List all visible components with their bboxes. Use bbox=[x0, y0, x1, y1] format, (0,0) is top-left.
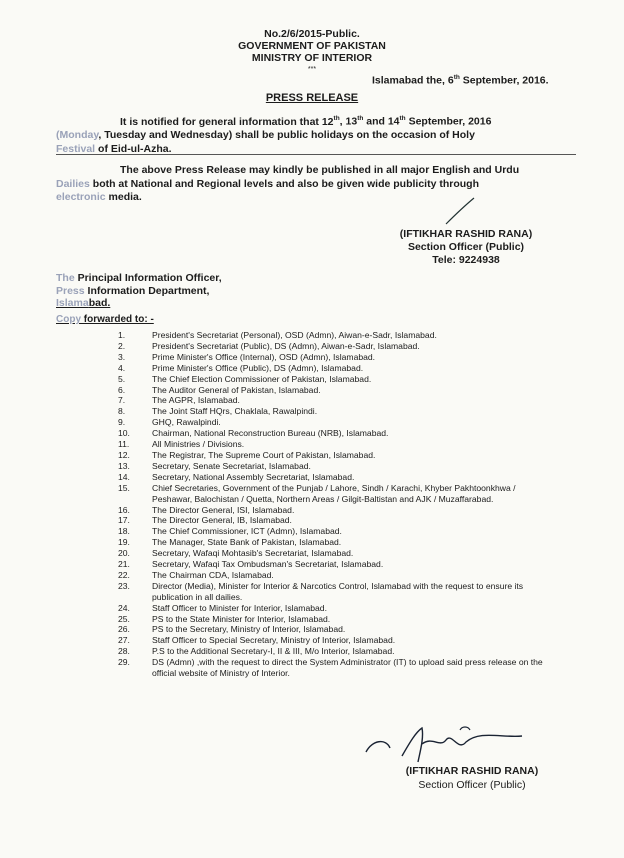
list-item-number: 20. bbox=[118, 548, 130, 559]
signatory-tele: Tele: 9224938 bbox=[432, 254, 500, 266]
list-item bbox=[118, 559, 548, 570]
list-item-text: President's Secretariat (Personal), OSD (Admn), Aiwan-e-Sadr, Islamabad. bbox=[152, 330, 437, 340]
list-item-text: The Director General, ISI, Islamabad. bbox=[152, 504, 295, 515]
publish-paragraph: The above Press Release may kindly be published in all major English and Urdu Dailies both at National and Regional levels and also be given wide publicity through electronic media. bbox=[56, 164, 520, 203]
list-item bbox=[118, 450, 548, 461]
list-item-number: 8. bbox=[118, 406, 126, 417]
list-item bbox=[118, 385, 548, 396]
list-item-number: 26. bbox=[118, 624, 130, 635]
list-item-text: The Auditor General of Pakistan, Islamabad. bbox=[152, 384, 321, 395]
closing-signatory-block bbox=[392, 764, 552, 792]
list-item-text: Prime Minister's Office (Internal), OSD (Admn), Islamabad. bbox=[152, 351, 376, 362]
list-item-number: 19. bbox=[118, 537, 130, 548]
list-item-number: 13. bbox=[118, 460, 130, 471]
list-item bbox=[118, 395, 548, 406]
list-item bbox=[118, 363, 548, 374]
list-item-text: Secretary, Senate Secretariat, Islamabad. bbox=[152, 460, 311, 471]
list-item-number: 17. bbox=[118, 515, 130, 526]
list-item-number: 29. bbox=[118, 657, 130, 668]
list-item-text: The Joint Staff HQrs, Chaklala, Rawalpindi. bbox=[152, 406, 318, 417]
closing-signatory-name: (IFTIKHAR RASHID RANA) bbox=[405, 765, 539, 777]
list-item bbox=[118, 614, 548, 625]
list-item-number: 25. bbox=[118, 613, 130, 624]
header-stars: *** bbox=[307, 66, 317, 73]
addressee-line-2: Press Information Department, bbox=[56, 284, 210, 297]
list-item-text: PS to the State Minister for Interior, Islamabad. bbox=[152, 613, 331, 624]
list-item-text: Secretary, National Assembly Secretariat, Islamabad. bbox=[152, 471, 355, 482]
list-item bbox=[118, 646, 548, 657]
list-item bbox=[118, 537, 548, 548]
addressee-line-1: The Principal Information Officer, bbox=[56, 272, 222, 284]
list-item bbox=[118, 657, 548, 679]
list-item-text: The Manager, State Bank of Pakistan, Islamabad. bbox=[152, 537, 342, 548]
list-item-number: 9. bbox=[118, 417, 126, 428]
list-item-text: Secretary, Wafaqi Tax Ombudsman's Secretariat, Islamabad. bbox=[152, 559, 384, 570]
list-item bbox=[118, 341, 548, 352]
notice-paragraph: It is notified for general information that 12th, 13th and 14th September, 2016 (Monday, Tuesday and Wednesday) shall be public holidays on the occasion of Holy Festival of Eid-ul-Azha. bbox=[56, 115, 492, 155]
list-item-text: P.S to the Additional Secretary-I, II & III, M/o Interior, Islamabad. bbox=[152, 646, 395, 657]
list-item bbox=[118, 417, 548, 428]
list-item-text: Prime Minister's Office (Public), DS (Admn), Islamabad. bbox=[152, 362, 364, 373]
list-item-text: DS (Admn) ,with the request to direct the System Administrator (IT) to upload said press release on the official website of Ministry of Interior. bbox=[152, 657, 543, 679]
list-item-number: 6. bbox=[118, 384, 126, 395]
list-item-number: 18. bbox=[118, 526, 130, 537]
list-item-number: 24. bbox=[118, 602, 130, 613]
list-item-text: Staff Officer to Minister for Interior, Islamabad. bbox=[152, 602, 327, 613]
list-item bbox=[118, 635, 548, 646]
list-item bbox=[118, 526, 548, 537]
list-item-text: The Chief Election Commissioner of Pakistan, Islamabad. bbox=[152, 373, 372, 384]
list-item bbox=[118, 624, 548, 635]
list-item-text: Secretary, Wafaqi Mohtasib's Secretariat, Islamabad. bbox=[152, 548, 354, 559]
list-item-text: The Registrar, The Supreme Court of Pakistan, Islamabad. bbox=[152, 449, 376, 460]
signature-scribble bbox=[362, 722, 532, 768]
divider-rule bbox=[56, 154, 576, 155]
list-item bbox=[118, 406, 548, 417]
signatory-name: (IFTIKHAR RASHID RANA) bbox=[399, 228, 533, 240]
signatory-designation: Section Officer (Public) bbox=[407, 241, 525, 253]
list-item-text: Staff Officer to Special Secretary, Ministry of Interior, Islamabad. bbox=[152, 635, 396, 646]
list-item bbox=[118, 428, 548, 439]
list-item-number: 15. bbox=[118, 482, 130, 493]
list-item bbox=[118, 374, 548, 385]
addressee-line-3: Islamabad. bbox=[56, 297, 111, 309]
list-item-text: All Ministries / Divisions. bbox=[152, 439, 245, 450]
list-item bbox=[118, 581, 548, 603]
list-item bbox=[118, 352, 548, 363]
list-item-text: President's Secretariat (Public), DS (Admn), Aiwan-e-Sadr, Islamabad. bbox=[152, 340, 420, 351]
list-item-number: 28. bbox=[118, 646, 130, 657]
list-item-number: 12. bbox=[118, 449, 130, 460]
date-line: Islamabad the, 6th September, 2016. bbox=[372, 74, 549, 87]
recipient-list bbox=[118, 330, 548, 679]
list-item bbox=[118, 548, 548, 559]
signature-mark bbox=[440, 196, 480, 226]
reference-number: No.2/6/2015-Public. bbox=[264, 28, 360, 40]
list-item bbox=[118, 603, 548, 614]
list-item-text: Chief Secretaries, Government of the Punjab / Lahore, Sindh / Karachi, Khyber Pakhtoonkhwa / Peshawar, Balochistan / Quetta, Northern Areas / Gilgit-Baltistan and AJK / Muzaffarabad. bbox=[152, 482, 516, 504]
list-item-number: 2. bbox=[118, 340, 126, 351]
list-item-text: Chairman, National Reconstruction Bureau (NRB), Islamabad. bbox=[152, 428, 389, 439]
list-item-number: 5. bbox=[118, 373, 126, 384]
list-item-number: 4. bbox=[118, 362, 126, 373]
list-item-text: The AGPR, Islamabad. bbox=[152, 395, 240, 406]
list-item-number: 10. bbox=[118, 428, 130, 439]
list-item bbox=[118, 472, 548, 483]
list-item-number: 21. bbox=[118, 559, 130, 570]
list-item bbox=[118, 439, 548, 450]
list-item-text: The Chairman CDA, Islamabad. bbox=[152, 569, 274, 580]
press-release-title: PRESS RELEASE bbox=[265, 92, 359, 104]
closing-signatory-designation: Section Officer (Public) bbox=[418, 779, 526, 791]
list-item-number: 11. bbox=[118, 439, 130, 450]
list-item bbox=[118, 505, 548, 516]
list-item-text: Director (Media), Minister for Interior & Narcotics Control, Islamabad with the request to ensure its publication in all dailies. bbox=[152, 580, 524, 602]
list-item bbox=[118, 483, 548, 505]
list-item bbox=[118, 570, 548, 581]
government-heading: GOVERNMENT OF PAKISTAN bbox=[238, 40, 386, 52]
list-item-number: 7. bbox=[118, 395, 126, 406]
ministry-heading: MINISTRY OF INTERIOR bbox=[251, 52, 373, 64]
list-item bbox=[118, 461, 548, 472]
list-item-number: 3. bbox=[118, 351, 126, 362]
list-item-number: 27. bbox=[118, 635, 130, 646]
addressee-block bbox=[56, 272, 222, 310]
list-item bbox=[118, 515, 548, 526]
list-item-text: GHQ, Rawalpindi. bbox=[152, 417, 221, 428]
list-item bbox=[118, 330, 548, 341]
list-item-number: 16. bbox=[118, 504, 130, 515]
list-item-number: 23. bbox=[118, 580, 130, 591]
copy-forwarded-label: Copy forwarded to: - bbox=[56, 314, 154, 325]
list-item-text: The Chief Commissioner, ICT (Admn), Islamabad. bbox=[152, 526, 342, 537]
signatory-block bbox=[386, 228, 546, 267]
list-item-text: PS to the Secretary, Ministry of Interior, Islamabad. bbox=[152, 624, 346, 635]
list-item-number: 22. bbox=[118, 569, 130, 580]
list-item-number: 14. bbox=[118, 471, 130, 482]
list-item-number: 1. bbox=[118, 330, 126, 340]
list-item-text: The Director General, IB, Islamabad. bbox=[152, 515, 292, 526]
